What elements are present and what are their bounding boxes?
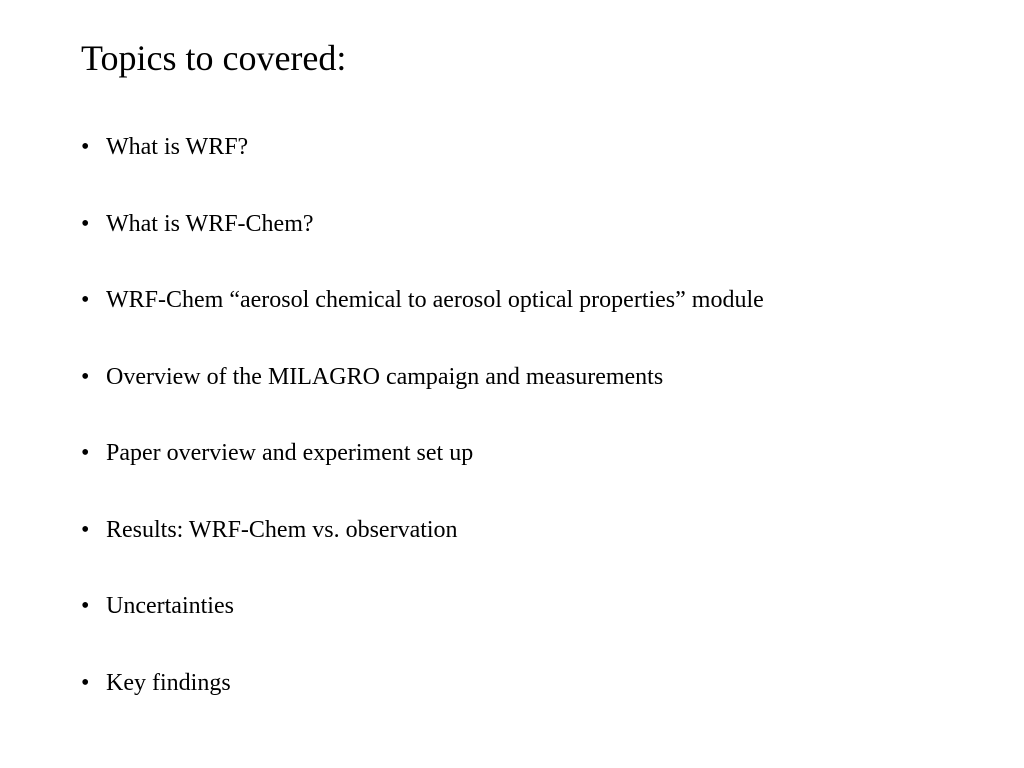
bullet-icon: •: [81, 134, 90, 160]
bullet-icon: •: [81, 287, 90, 313]
list-item-text: Results: WRF-Chem vs. observation: [106, 516, 458, 543]
list-item-text: WRF-Chem “aerosol chemical to aerosol optical properties” module: [106, 287, 764, 313]
list-item-text: Paper overview and experiment set up: [106, 440, 474, 466]
list-item-text: Key findings: [106, 669, 231, 696]
bullet-icon: •: [81, 669, 90, 696]
list-item-text: Overview of the MILAGRO campaign and measurements: [106, 363, 664, 390]
bullet-icon: •: [81, 440, 90, 466]
slide-title: Topics to covered:: [81, 38, 347, 78]
list-item-text: Uncertainties: [106, 593, 234, 619]
bullet-icon: •: [81, 516, 90, 543]
bullet-icon: •: [81, 363, 90, 390]
bullet-icon: •: [81, 593, 90, 619]
list-item-text: What is WRF?: [106, 134, 249, 160]
list-item-text: What is WRF-Chem?: [106, 210, 314, 237]
bullet-icon: •: [81, 210, 90, 237]
